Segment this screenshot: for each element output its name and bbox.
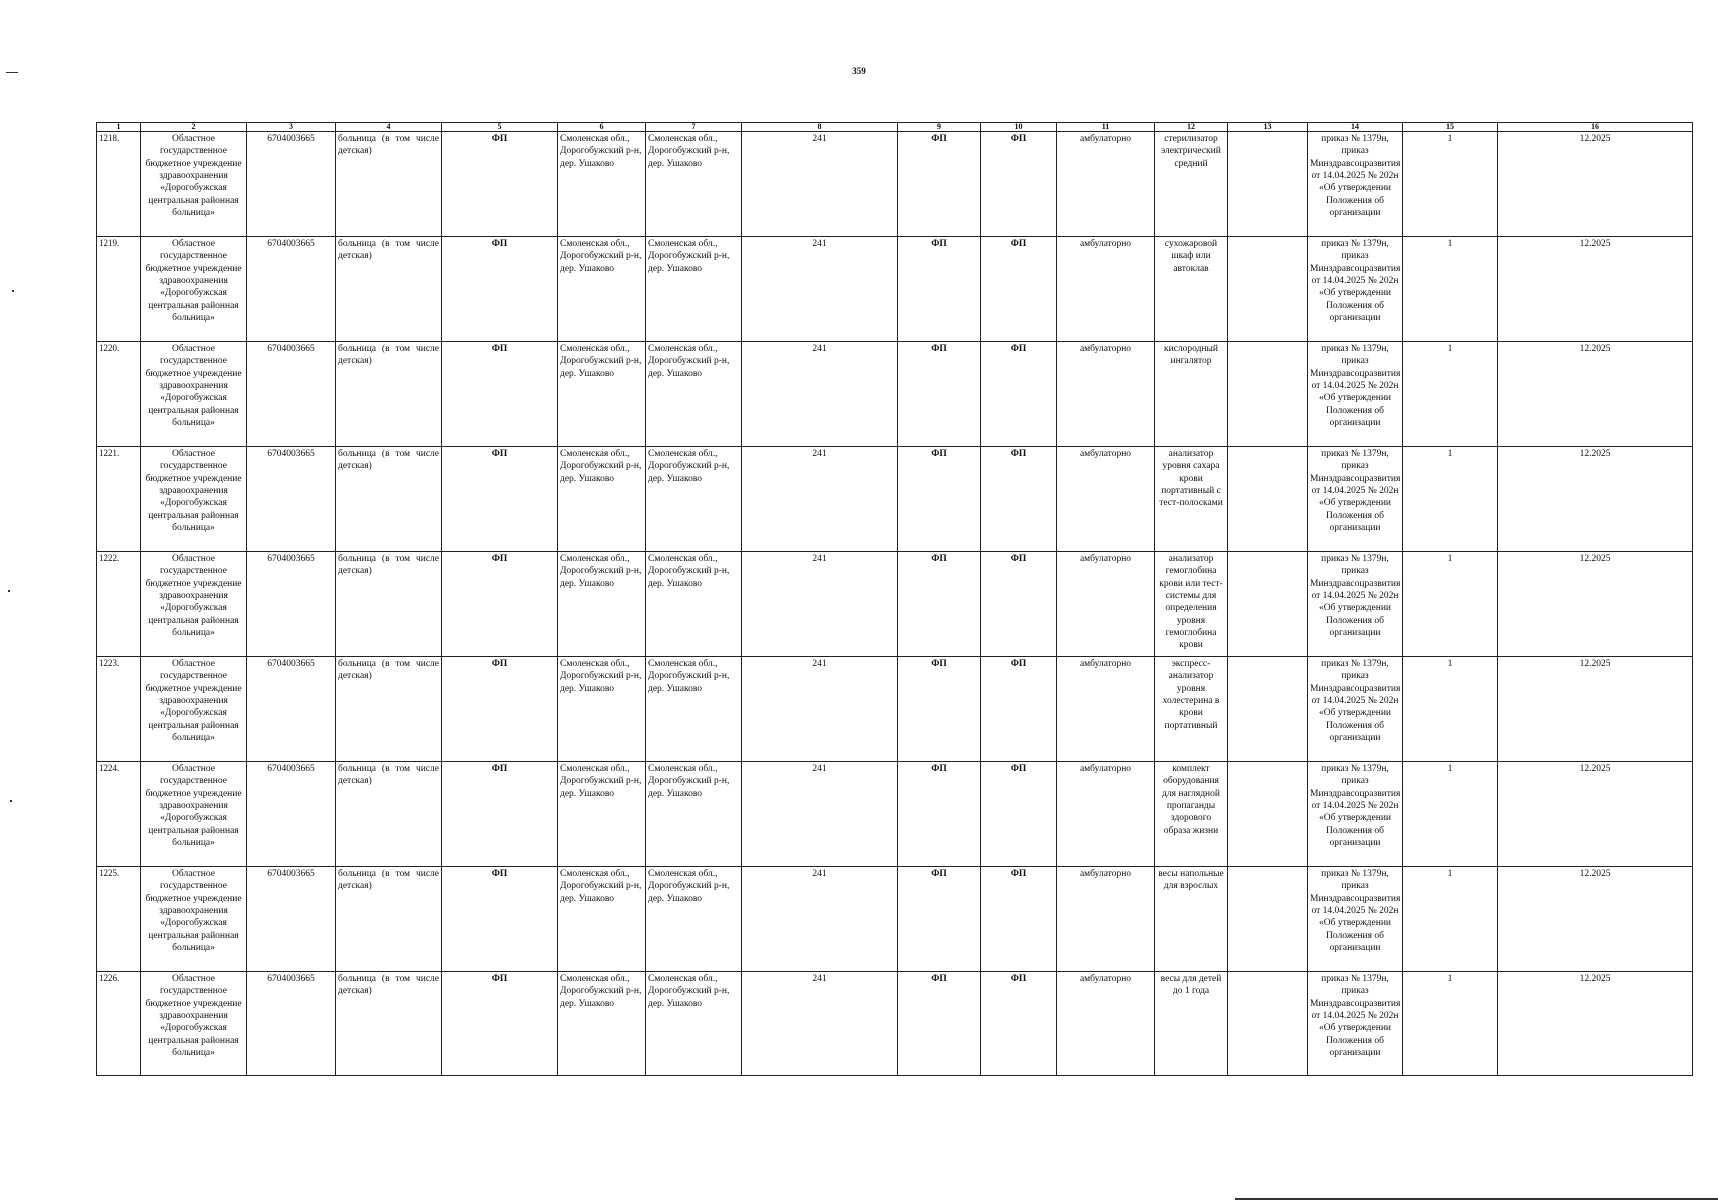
address-cell: Смоленская обл., Дорогобужский р-н, дер. Ушаково [558,447,646,552]
row-number: 1225. [97,867,141,972]
facility-type: больница (в том числе детская) [336,237,442,342]
column-number-11: 11 [1057,123,1155,132]
col9-cell: ФП [898,237,981,342]
date-cell: 12.2025 [1498,447,1693,552]
column-number-row [97,123,1693,132]
facility-type: больница (в том числе детская) [336,657,442,762]
address-cell: Смоленская обл., Дорогобужский р-н, дер. Ушаково [558,867,646,972]
order-reference: приказ № 1379н, приказ Минздравсоцразвития от 14.04.2025 № 202н «Об утверждении Положения об организации [1308,342,1403,447]
settlement-address-cell: Смоленская обл., Дорогобужский р-н, дер. Ушаково [646,867,742,972]
row-number: 1219. [97,237,141,342]
column-number-3: 3 [247,123,336,132]
column-number-4: 4 [336,123,442,132]
col10-cell: ФП [981,552,1057,657]
quantity-cell: 1 [1403,762,1498,867]
col13-cell [1228,237,1308,342]
column-number-1: 1 [97,123,141,132]
date-cell: 12.2025 [1498,867,1693,972]
care-form-cell: амбулаторно [1057,132,1155,237]
col13-cell [1228,972,1308,1076]
col10-cell: ФП [981,132,1057,237]
row-number: 1222. [97,552,141,657]
col9-cell: ФП [898,657,981,762]
equipment-name: сухожаровой шкаф или автоклав [1155,237,1228,342]
col5-cell: ФП [442,552,558,657]
quantity-cell: 1 [1403,237,1498,342]
table-row [97,237,1693,342]
quantity-cell: 1 [1403,972,1498,1076]
col10-cell: ФП [981,972,1057,1076]
address-cell: Смоленская обл., Дорогобужский р-н, дер. Ушаково [558,342,646,447]
col9-cell: ФП [898,972,981,1076]
order-reference: приказ № 1379н, приказ Минздравсоцразвития от 14.04.2025 № 202н «Об утверждении Положения об организации [1308,552,1403,657]
address-cell: Смоленская обл., Дорогобужский р-н, дер. Ушаково [558,762,646,867]
facility-type: больница (в том числе детская) [336,132,442,237]
registry-table-container [96,122,1692,1076]
col13-cell [1228,342,1308,447]
page-number: 359 [852,66,866,76]
equipment-name: анализатор гемоглобина крови или тест-системы для определения уровня гемоглобина крови [1155,552,1228,657]
address-cell: Смоленская обл., Дорогобужский р-н, дер. Ушаково [558,552,646,657]
column-number-14: 14 [1308,123,1403,132]
settlement-address-cell: Смоленская обл., Дорогобужский р-н, дер. Ушаково [646,762,742,867]
equipment-name: анализатор уровня сахара крови портативный с тест-полосками [1155,447,1228,552]
col8-cell: 241 [742,762,898,867]
date-cell: 12.2025 [1498,237,1693,342]
settlement-address-cell: Смоленская обл., Дорогобужский р-н, дер. Ушаково [646,552,742,657]
order-reference: приказ № 1379н, приказ Минздравсоцразвития от 14.04.2025 № 202н «Об утверждении Положения об организации [1308,972,1403,1076]
inn-cell: 6704003665 [247,552,336,657]
inn-cell: 6704003665 [247,132,336,237]
equipment-name: комплект оборудования для наглядной пропаганды здорового образа жизни [1155,762,1228,867]
order-reference: приказ № 1379н, приказ Минздравсоцразвития от 14.04.2025 № 202н «Об утверждении Положения об организации [1308,867,1403,972]
order-reference: приказ № 1379н, приказ Минздравсоцразвития от 14.04.2025 № 202н «Об утверждении Положения об организации [1308,762,1403,867]
col10-cell: ФП [981,237,1057,342]
date-cell: 12.2025 [1498,972,1693,1076]
column-number-12: 12 [1155,123,1228,132]
col9-cell: ФП [898,867,981,972]
quantity-cell: 1 [1403,342,1498,447]
facility-type: больница (в том числе детская) [336,972,442,1076]
scan-mark [12,290,14,292]
column-number-15: 15 [1403,123,1498,132]
table-row [97,447,1693,552]
care-form-cell: амбулаторно [1057,867,1155,972]
col5-cell: ФП [442,447,558,552]
address-cell: Смоленская обл., Дорогобужский р-н, дер. Ушаково [558,237,646,342]
inn-cell: 6704003665 [247,972,336,1076]
organization-name: Областное государственное бюджетное учреждение здравоохранения «Дорогобужская центральная районная больница» [141,552,247,657]
row-number: 1224. [97,762,141,867]
column-number-13: 13 [1228,123,1308,132]
col13-cell [1228,132,1308,237]
settlement-address-cell: Смоленская обл., Дорогобужский р-н, дер. Ушаково [646,342,742,447]
inn-cell: 6704003665 [247,342,336,447]
column-number-7: 7 [646,123,742,132]
care-form-cell: амбулаторно [1057,237,1155,342]
inn-cell: 6704003665 [247,867,336,972]
col5-cell: ФП [442,132,558,237]
table-row [97,342,1693,447]
registry-table [96,122,1693,1076]
col8-cell: 241 [742,657,898,762]
equipment-name: весы для детей до 1 года [1155,972,1228,1076]
quantity-cell: 1 [1403,132,1498,237]
col9-cell: ФП [898,762,981,867]
scan-mark [10,800,12,802]
settlement-address-cell: Смоленская обл., Дорогобужский р-н, дер. Ушаково [646,657,742,762]
facility-type: больница (в том числе детская) [336,867,442,972]
col10-cell: ФП [981,342,1057,447]
col5-cell: ФП [442,762,558,867]
date-cell: 12.2025 [1498,132,1693,237]
date-cell: 12.2025 [1498,342,1693,447]
col13-cell [1228,867,1308,972]
equipment-name: весы напольные для взрослых [1155,867,1228,972]
table-body [97,132,1693,1076]
order-reference: приказ № 1379н, приказ Минздравсоцразвития от 14.04.2025 № 202н «Об утверждении Положения об организации [1308,657,1403,762]
row-number: 1218. [97,132,141,237]
settlement-address-cell: Смоленская обл., Дорогобужский р-н, дер. Ушаково [646,237,742,342]
organization-name: Областное государственное бюджетное учреждение здравоохранения «Дорогобужская центральная районная больница» [141,867,247,972]
scan-mark [8,590,10,592]
col5-cell: ФП [442,867,558,972]
table-row [97,132,1693,237]
quantity-cell: 1 [1403,657,1498,762]
scan-mark [6,72,18,73]
row-number: 1223. [97,657,141,762]
col13-cell [1228,657,1308,762]
inn-cell: 6704003665 [247,237,336,342]
organization-name: Областное государственное бюджетное учреждение здравоохранения «Дорогобужская центральная районная больница» [141,342,247,447]
row-number: 1221. [97,447,141,552]
organization-name: Областное государственное бюджетное учреждение здравоохранения «Дорогобужская центральная районная больница» [141,447,247,552]
col8-cell: 241 [742,132,898,237]
column-number-5: 5 [442,123,558,132]
equipment-name: экспресс-анализатор уровня холестерина в крови портативный [1155,657,1228,762]
address-cell: Смоленская обл., Дорогобужский р-н, дер. Ушаково [558,657,646,762]
care-form-cell: амбулаторно [1057,972,1155,1076]
column-number-9: 9 [898,123,981,132]
care-form-cell: амбулаторно [1057,447,1155,552]
table-row [97,552,1693,657]
col13-cell [1228,447,1308,552]
col10-cell: ФП [981,867,1057,972]
organization-name: Областное государственное бюджетное учреждение здравоохранения «Дорогобужская центральная районная больница» [141,972,247,1076]
col8-cell: 241 [742,447,898,552]
address-cell: Смоленская обл., Дорогобужский р-н, дер. Ушаково [558,132,646,237]
equipment-name: стерилизатор электрический средний [1155,132,1228,237]
row-number: 1226. [97,972,141,1076]
settlement-address-cell: Смоленская обл., Дорогобужский р-н, дер. Ушаково [646,132,742,237]
quantity-cell: 1 [1403,552,1498,657]
organization-name: Областное государственное бюджетное учреждение здравоохранения «Дорогобужская центральная районная больница» [141,132,247,237]
address-cell: Смоленская обл., Дорогобужский р-н, дер. Ушаково [558,972,646,1076]
col9-cell: ФП [898,447,981,552]
col9-cell: ФП [898,342,981,447]
table-row [97,972,1693,1076]
col13-cell [1228,552,1308,657]
table-row [97,657,1693,762]
facility-type: больница (в том числе детская) [336,762,442,867]
col5-cell: ФП [442,657,558,762]
order-reference: приказ № 1379н, приказ Минздравсоцразвития от 14.04.2025 № 202н «Об утверждении Положения об организации [1308,237,1403,342]
col10-cell: ФП [981,657,1057,762]
settlement-address-cell: Смоленская обл., Дорогобужский р-н, дер. Ушаково [646,972,742,1076]
inn-cell: 6704003665 [247,762,336,867]
facility-type: больница (в том числе детская) [336,447,442,552]
col5-cell: ФП [442,237,558,342]
column-number-16: 16 [1498,123,1693,132]
column-number-6: 6 [558,123,646,132]
column-number-2: 2 [141,123,247,132]
facility-type: больница (в том числе детская) [336,552,442,657]
date-cell: 12.2025 [1498,762,1693,867]
care-form-cell: амбулаторно [1057,657,1155,762]
order-reference: приказ № 1379н, приказ Минздравсоцразвития от 14.04.2025 № 202н «Об утверждении Положения об организации [1308,447,1403,552]
quantity-cell: 1 [1403,867,1498,972]
column-number-8: 8 [742,123,898,132]
col5-cell: ФП [442,342,558,447]
col8-cell: 241 [742,867,898,972]
col10-cell: ФП [981,447,1057,552]
col8-cell: 241 [742,552,898,657]
col5-cell: ФП [442,972,558,1076]
organization-name: Областное государственное бюджетное учреждение здравоохранения «Дорогобужская центральная районная больница» [141,762,247,867]
col10-cell: ФП [981,762,1057,867]
settlement-address-cell: Смоленская обл., Дорогобужский р-н, дер. Ушаково [646,447,742,552]
col9-cell: ФП [898,132,981,237]
facility-type: больница (в том числе детская) [336,342,442,447]
organization-name: Областное государственное бюджетное учреждение здравоохранения «Дорогобужская центральная районная больница» [141,237,247,342]
col8-cell: 241 [742,342,898,447]
date-cell: 12.2025 [1498,552,1693,657]
table-row [97,762,1693,867]
col8-cell: 241 [742,972,898,1076]
care-form-cell: амбулаторно [1057,552,1155,657]
inn-cell: 6704003665 [247,447,336,552]
table-row [97,867,1693,972]
date-cell: 12.2025 [1498,657,1693,762]
care-form-cell: амбулаторно [1057,342,1155,447]
col9-cell: ФП [898,552,981,657]
col8-cell: 241 [742,237,898,342]
order-reference: приказ № 1379н, приказ Минздравсоцразвития от 14.04.2025 № 202н «Об утверждении Положения об организации [1308,132,1403,237]
row-number: 1220. [97,342,141,447]
quantity-cell: 1 [1403,447,1498,552]
care-form-cell: амбулаторно [1057,762,1155,867]
equipment-name: кислородный ингалятор [1155,342,1228,447]
col13-cell [1228,762,1308,867]
organization-name: Областное государственное бюджетное учреждение здравоохранения «Дорогобужская центральная районная больница» [141,657,247,762]
inn-cell: 6704003665 [247,657,336,762]
column-number-10: 10 [981,123,1057,132]
